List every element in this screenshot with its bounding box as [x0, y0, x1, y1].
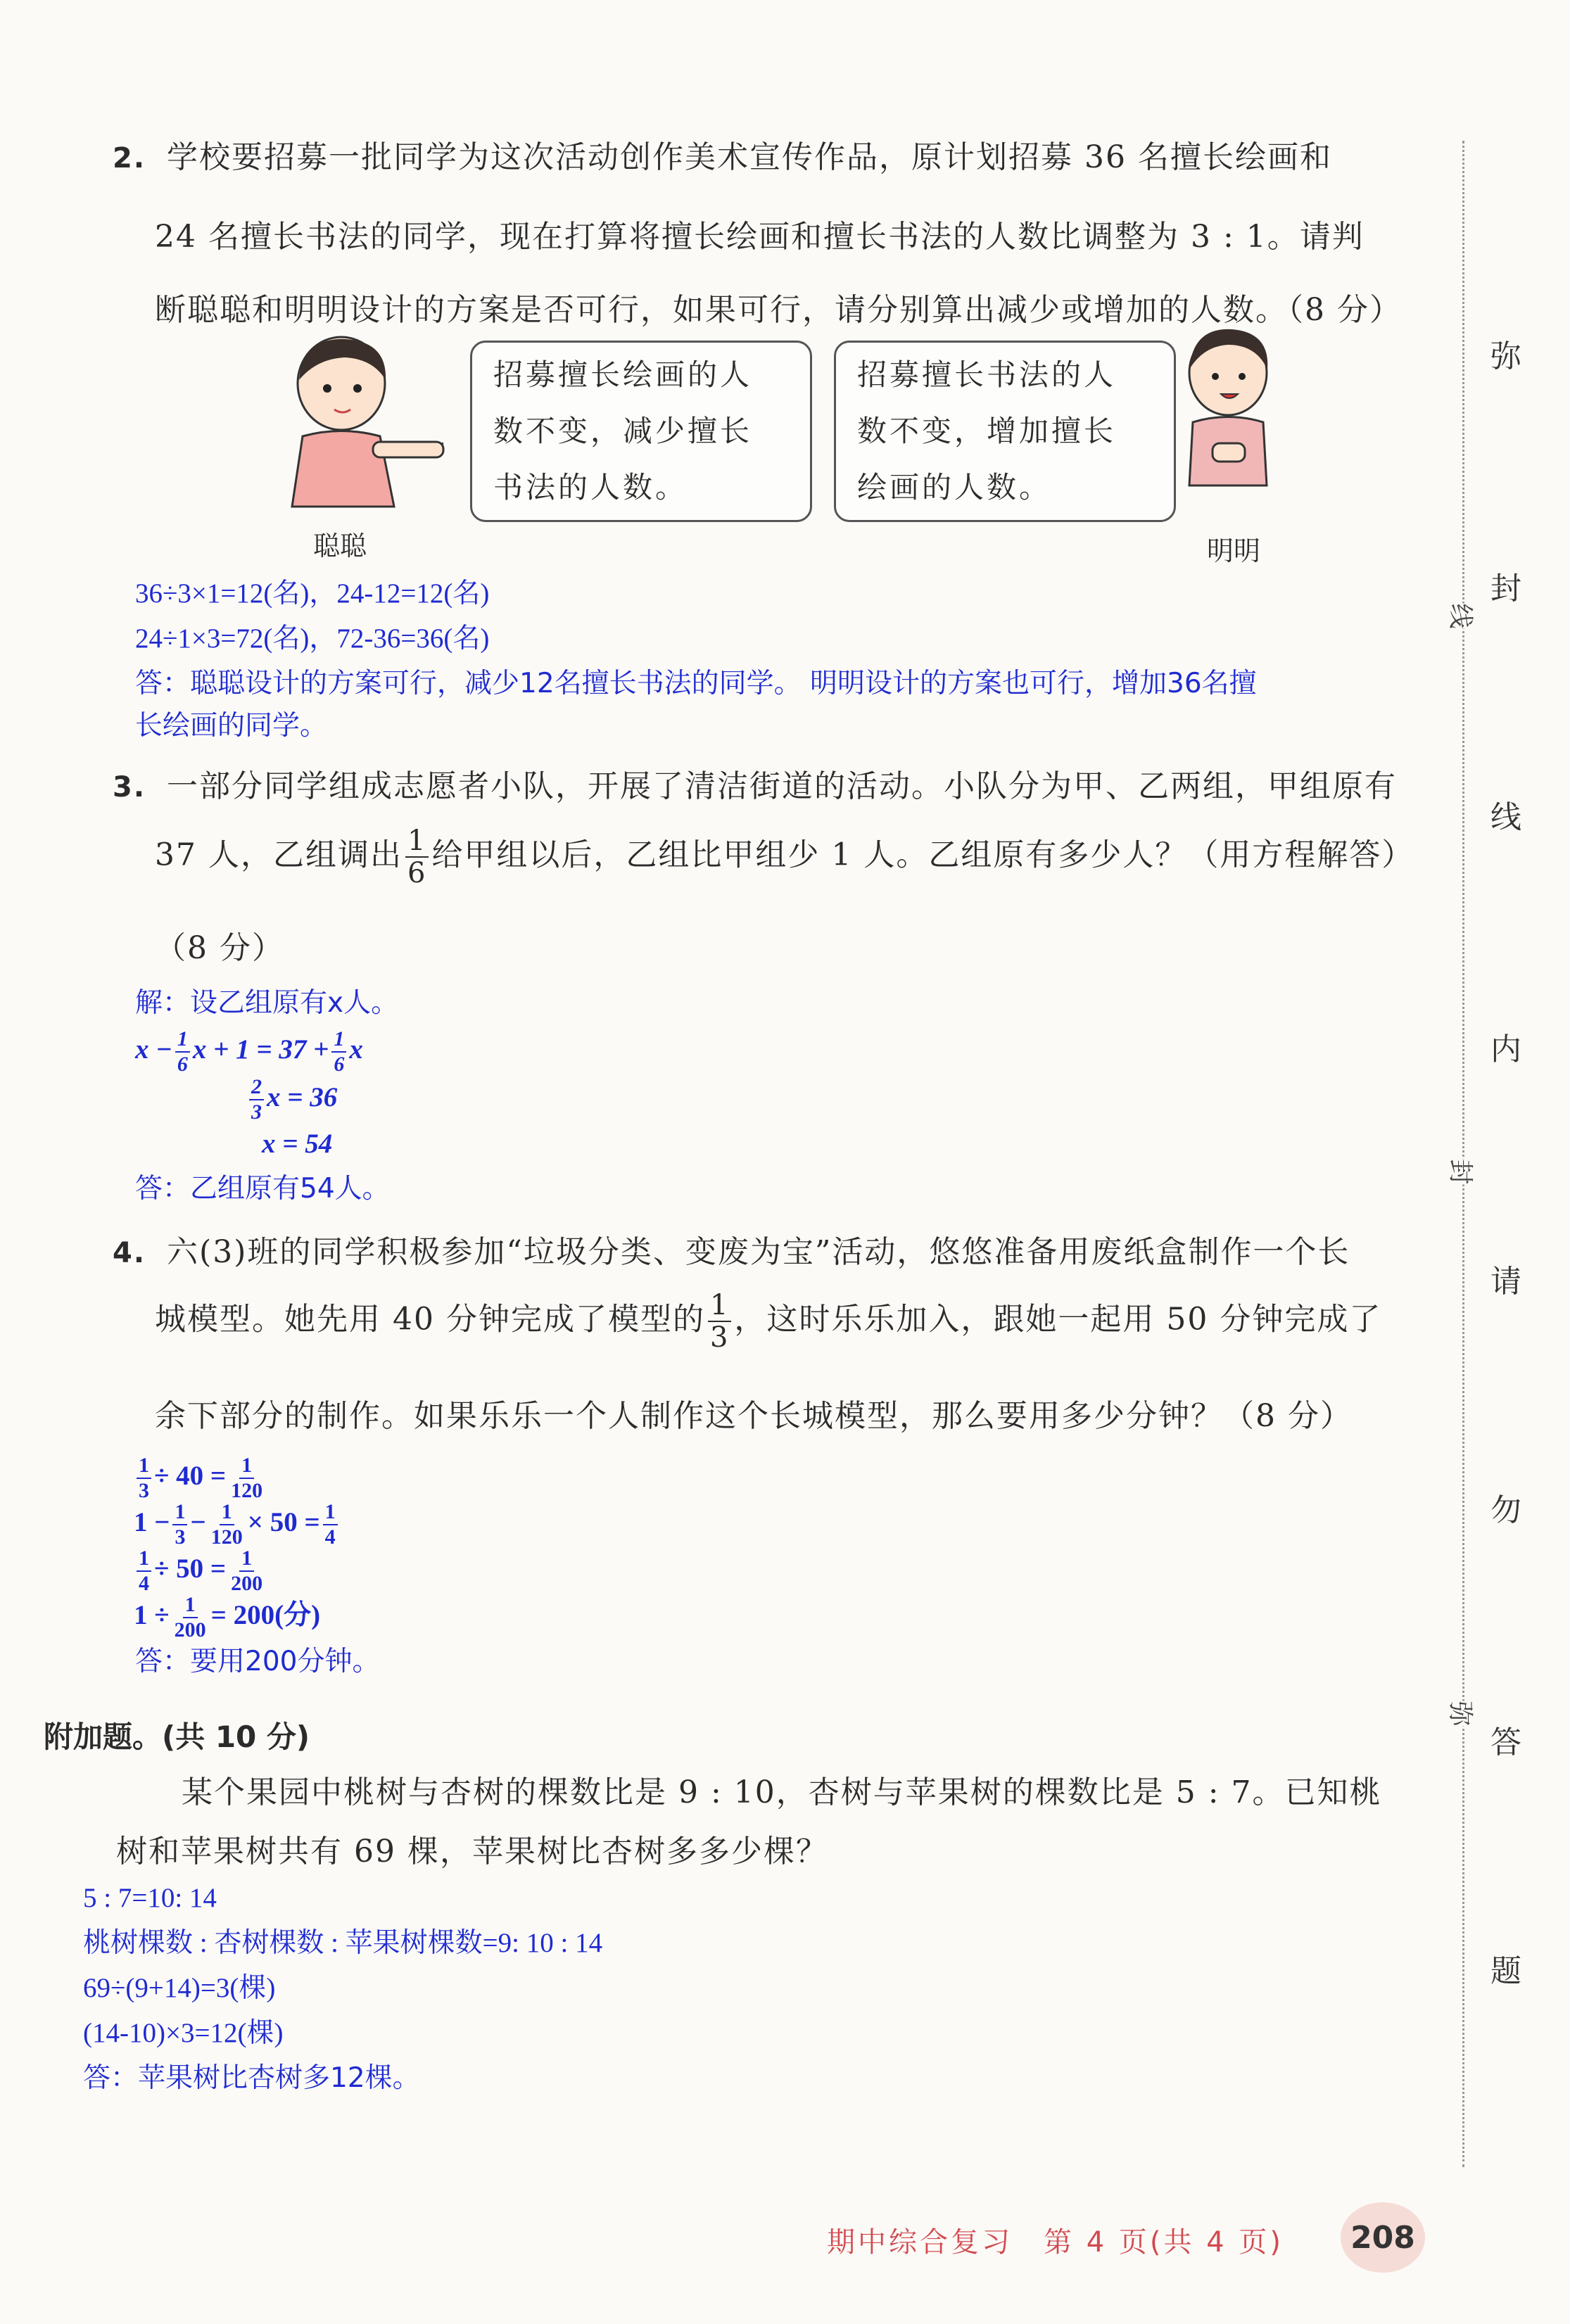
q4-answer-final: 答：要用200分钟。 — [135, 1646, 380, 1677]
q3-answer-setup: 解：设乙组原有x人。 — [135, 987, 399, 1019]
margin-char-6: 勿 — [1490, 1492, 1521, 1528]
seal-label-mi: 弥 — [1445, 1701, 1481, 1726]
fraction-one-third: $\frac{1}{3}$ — [708, 1291, 731, 1352]
name-congcong: 聪聪 — [313, 531, 367, 561]
q2-answer-line4: 长绘画的同学。 — [135, 710, 328, 742]
extra-answer-3: 69÷(9+14)=3(棵) — [83, 1973, 276, 2003]
boy-mingming-illustration — [1172, 324, 1284, 500]
q4-answer-1: $\frac{1}{3}$ ÷ 40 = $\frac{1}{120}$ — [134, 1455, 267, 1501]
extra-line1: 某个果园中桃树与杏树的棵数比是 9 : 10，杏树与苹果树的棵数比是 5 : 7。已知桃 — [182, 1774, 1382, 1810]
margin-char-3: 线 — [1490, 799, 1521, 835]
boy-congcong-illustration — [274, 331, 457, 528]
seal-label-line: 线 — [1445, 603, 1481, 628]
speech-bubble-congcong: 招募擅长绘画的人 数不变，减少擅长 书法的人数。 — [470, 341, 812, 522]
page-number-badge — [1341, 2202, 1425, 2273]
q2-number: 2. — [113, 142, 146, 174]
q4-answer-2: 1 − $\frac{1}{3}$ − $\frac{1}{120}$ × 50 = $\frac{1}{4}$ — [134, 1501, 341, 1548]
q3-line3: （8 分） — [155, 930, 284, 966]
q3-answer-final: 答：乙组原有54人。 — [135, 1173, 390, 1205]
q3-line1: 3. 一部分同学组成志愿者小队，开展了清洁街道的活动。小队分为甲、乙两组，甲组原有 — [113, 768, 1398, 804]
margin-char-2: 封 — [1490, 571, 1521, 607]
margin-char-8: 题 — [1490, 1953, 1521, 1989]
q2-line3: 断聪聪和明明设计的方案是否可行，如果可行，请分别算出减少或增加的人数。（8 分） — [155, 292, 1402, 328]
name-mingming: 明明 — [1207, 535, 1261, 566]
q2-block — [113, 138, 1436, 330]
margin-char-5: 请 — [1490, 1264, 1521, 1300]
seal-label-seal: 封 — [1445, 1159, 1481, 1184]
extra-answer-4: (14-10)×3=12(棵) — [83, 2018, 284, 2048]
q4-line2: 城模型。她先用 40 分钟完成了模型的 $\frac{1}{3}$ ，这时乐乐加入，跟她一起用 50 分钟完成了 — [155, 1289, 1382, 1354]
q4-number: 4. — [113, 1237, 146, 1269]
margin-char-7: 答 — [1490, 1725, 1521, 1760]
q4-line3: 余下部分的制作。如果乐乐一个人制作这个长城模型，那么要用多少分钟？（8 分） — [155, 1398, 1353, 1434]
q2-answer-line1: 36÷3×1=12(名)，24-12=12(名) — [135, 578, 490, 609]
extra-answer-2: 桃树棵数 : 杏树棵数 : 苹果树棵数=9: 10 : 14 — [83, 1928, 603, 1958]
q2-line2: 24 名擅长书法的同学，现在打算将擅长绘画和擅长书法的人数比调整为 3 : 1。请判 — [155, 219, 1365, 255]
extra-answer-1: 5 : 7=10: 14 — [83, 1883, 217, 1913]
q4-answer-3: $\frac{1}{4}$ ÷ 50 = $\frac{1}{200}$ — [134, 1548, 267, 1594]
speech-bubble-mingming: 招募擅长书法的人 数不变，增加擅长 绘画的人数。 — [834, 341, 1176, 522]
extra-title: 附加题。(共 10 分) — [44, 1720, 310, 1754]
q3-equation-1: x − $\frac{1}{6}$ x + 1 = 37 + $\frac{1}{6}$ x — [135, 1027, 363, 1076]
seal-dotted-line — [1462, 141, 1464, 2167]
fraction-one-sixth: $\frac{1}{6}$ — [405, 827, 429, 887]
footer-title: 期中综合复习 第 4 页(共 4 页) — [827, 2226, 1284, 2259]
margin-char-4: 内 — [1490, 1031, 1521, 1067]
page-number: 208 — [1350, 2219, 1415, 2256]
q2-line1: 2. 学校要招募一批同学为这次活动创作美术宣传作品，原计划招募 36 名擅长绘画和 — [113, 139, 1332, 175]
q4-line1: 4. 六(3)班的同学积极参加“垃圾分类、变废为宝”活动，悠悠准备用废纸盒制作一个长 — [113, 1234, 1350, 1270]
extra-answer-final: 答：苹果树比杏树多12棵。 — [83, 2062, 420, 2094]
q3-number: 3. — [113, 771, 146, 804]
q3-equation-3: x = 54 — [262, 1129, 333, 1159]
q2-answer-line3: 答：聪聪设计的方案可行，减少12名擅长书法的同学。 明明设计的方案也可行，增加36名擅 — [135, 668, 1257, 699]
q2-answer-line2: 24÷1×3=72(名)，72-36=36(名) — [135, 623, 490, 654]
q3-equation-2: $\frac{2}{3}$ x = 36 — [246, 1077, 337, 1123]
extra-line2: 树和苹果树共有 69 棵，苹果树比杏树多多少棵？ — [116, 1834, 828, 1869]
q3-line2: 37 人，乙组调出 $\frac{1}{6}$ 给甲组以后，乙组比甲组少 1 人。乙组原有多少人？（用方程解答） — [155, 825, 1414, 889]
margin-char-1: 弥 — [1490, 338, 1521, 374]
q4-answer-4: 1 ÷ $\frac{1}{200}$ = 200(分) — [134, 1593, 321, 1642]
